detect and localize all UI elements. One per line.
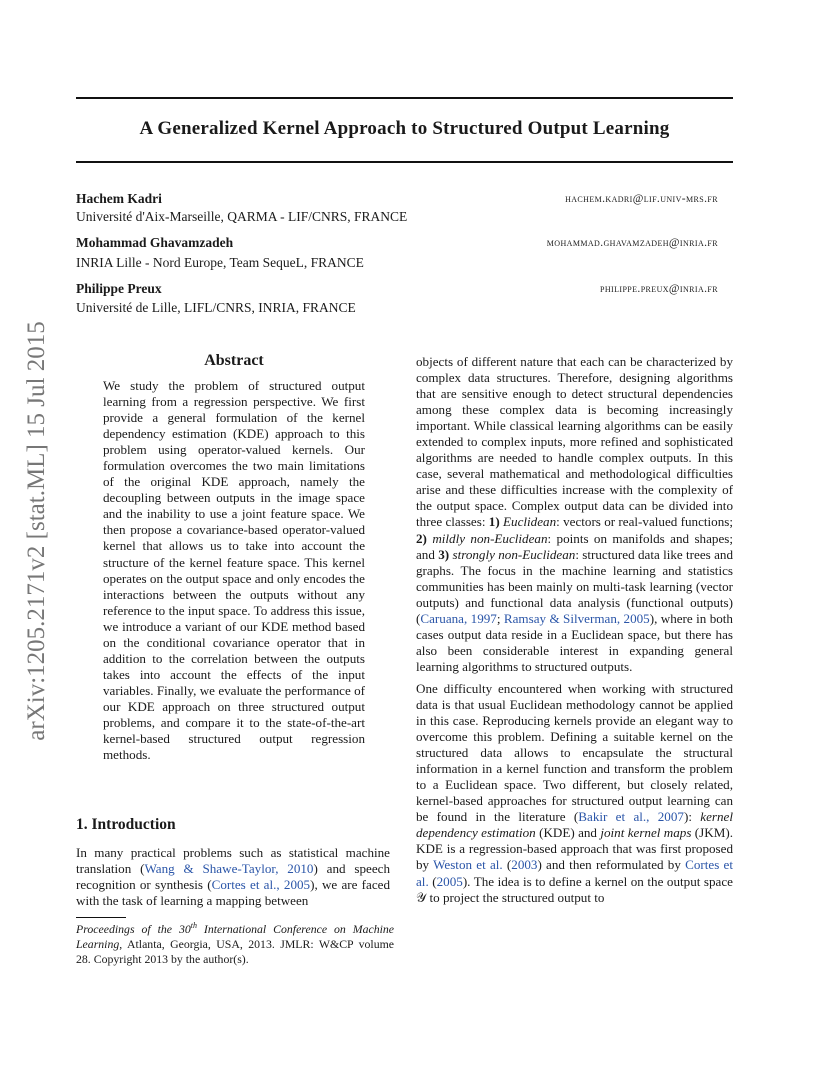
- citation-link[interactable]: Cortes et al., 2005: [211, 877, 311, 893]
- right-paragraph-2: [416, 681, 733, 906]
- body-text: ), where in both cases output data reside in a Euclidean space, but there has also been considerable interest in expanding general learning algorithms to structured outputs.: [416, 610, 733, 674]
- abstract-heading: Abstract: [204, 352, 264, 369]
- footnote-italic: International Conference on Machine Learning: [76, 922, 395, 951]
- body-text: In many practical problems such as statistical machine translation (: [76, 845, 390, 877]
- citation-link[interactable]: Caruana, 1997: [420, 610, 497, 626]
- citation-link[interactable]: Cortes et al.: [416, 857, 733, 889]
- footnote-rule: [76, 917, 126, 918]
- math-symbol: 𝒴: [416, 889, 427, 905]
- right-paragraph-1: [416, 354, 733, 675]
- section-heading-introduction: 1. Introduction: [76, 816, 176, 833]
- emphasis: mildly non-Euclidean: [432, 530, 548, 546]
- footnote-italic: Proceedings of the 30: [76, 922, 191, 936]
- body-text: (: [502, 857, 512, 873]
- body-text: ), we are faced with the task of learning a mapping between: [76, 877, 390, 909]
- body-text: : vectors or real-valued functions;: [556, 514, 734, 530]
- body-text: to project the structured output to: [426, 889, 605, 905]
- title-top-rule: [76, 97, 733, 99]
- body-text: ). The idea is to define a kernel on the output space: [462, 873, 733, 889]
- author-affiliation: INRIA Lille - Nord Europe, Team SequeL, FRANCE: [76, 255, 364, 270]
- arxiv-identifier: arXiv:1205.2171v2 [stat.ML] 15 Jul 2015: [23, 321, 50, 741]
- body-text: ):: [683, 809, 701, 825]
- footnote-text: , Atlanta, Georgia, USA, 2013. JMLR: W&CP volume 28. Copyright 2013 by the author(s).: [76, 937, 394, 966]
- body-text: (: [428, 873, 437, 889]
- introduction-paragraph: [76, 845, 390, 909]
- footnote-superscript: th: [190, 921, 197, 931]
- body-text: objects of different nature that each can be characterized by complex data structures. Therefore, designing algorithms that are sensitive enough to detect structural dependencies among these complex data is becoming increasingly important. While classical learning algorithms can be easily extended to complex inputs, more refined and sophisticated algorithms are needed to handle complex outputs. In this case, several mathematical and methodological difficulties arise and these difficulties increase with the complexity of the output space. Complex output data can be divided into three classes:: [416, 354, 733, 530]
- bold-marker: 3): [438, 546, 450, 562]
- paper-title: A Generalized Kernel Approach to Structured Output Learning: [139, 118, 670, 139]
- body-text: ) and speech recognition or synthesis (: [76, 861, 390, 893]
- right-column: [416, 354, 733, 906]
- author-affiliation: Université d'Aix-Marseille, QARMA - LIF/CNRS, FRANCE: [76, 209, 408, 224]
- author-name: Mohammad Ghavamzadeh: [76, 235, 234, 250]
- author-email: hachem.kadri@lif.univ-mrs.fr: [565, 193, 718, 205]
- body-text: ) and then reformulated by: [537, 857, 686, 873]
- body-text: One difficulty encountered when working with structured data is that usual Euclidean methodology cannot be applied in this case. Reproducing kernels provide an elegant way to overcome this problem. Defining a suitable kernel on the structured data allows to encapsulate the structural information in a kernel function and transform the problem to a Euclidean space. Two different, but closely related, kernel-based approaches for structured output learning can be found in the literature (: [416, 680, 733, 825]
- emphasis: kernel dependency estimation: [416, 809, 733, 841]
- citation-link[interactable]: 2005: [436, 873, 463, 889]
- body-text: ;: [496, 610, 504, 626]
- emphasis: strongly non-Euclidean: [452, 546, 576, 562]
- author-email: philippe.preux@inria.fr: [600, 283, 718, 295]
- title-bottom-rule: [76, 161, 733, 163]
- abstract-text: We study the problem of structured output learning from a regression perspective. We first provide a general formulation of the kernel dependency estimation (KDE) approach to this problem using operator-valued kernels. Our formulation overcomes the two main limitations of the original KDE approach, namely the decoupling between outputs in the image space and the inability to use a joint feature space. We then propose a covariance-based operator-valued kernel that allows us to take into account the structure of the kernel feature space. This kernel operates on the output space and only encodes the interactions between the outputs without any reference to the input space. To address this issue, we introduce a variant of our KDE method based on the conditional covariance operator that in addition to the correlation between the outputs takes into account the effects of the input variables. Finally, we evaluate the performance of our KDE approach on three structured output problems, and compare it to the state-of-the-art kernel-based structured output regression methods.: [103, 378, 365, 763]
- author-name: Philippe Preux: [76, 281, 162, 296]
- body-text: (JKM). KDE is a regression-based approach that was first proposed by: [416, 825, 733, 873]
- bold-marker: 2): [416, 530, 427, 546]
- author-affiliation: Université de Lille, LIFL/CNRS, INRIA, FRANCE: [76, 300, 356, 315]
- bold-marker: 1): [488, 514, 500, 530]
- citation-link[interactable]: Ramsay & Silverman, 2005: [503, 610, 650, 626]
- body-text: : points on manifolds and shapes; and: [416, 530, 733, 562]
- arxiv-side-stamp: [16, 296, 58, 766]
- citation-link[interactable]: Bakir et al., 2007: [578, 809, 684, 825]
- body-text: : structured data like trees and graphs. The focus in the machine learning and statistics communities has been mainly on multi-task learning (vector outputs) and functional data analysis (functional outputs) (: [416, 546, 733, 626]
- citation-link[interactable]: 2003: [511, 857, 538, 873]
- author-name: Hachem Kadri: [76, 191, 162, 206]
- citation-link[interactable]: Wang & Shawe-Taylor, 2010: [144, 861, 314, 877]
- emphasis: joint kernel maps: [600, 825, 692, 841]
- author-email: mohammad.ghavamzadeh@inria.fr: [546, 237, 718, 249]
- footnote-proceedings: [76, 922, 394, 967]
- citation-link[interactable]: Weston et al.: [433, 857, 503, 873]
- emphasis: Euclidean: [503, 514, 557, 530]
- body-text: (KDE) and: [535, 825, 601, 841]
